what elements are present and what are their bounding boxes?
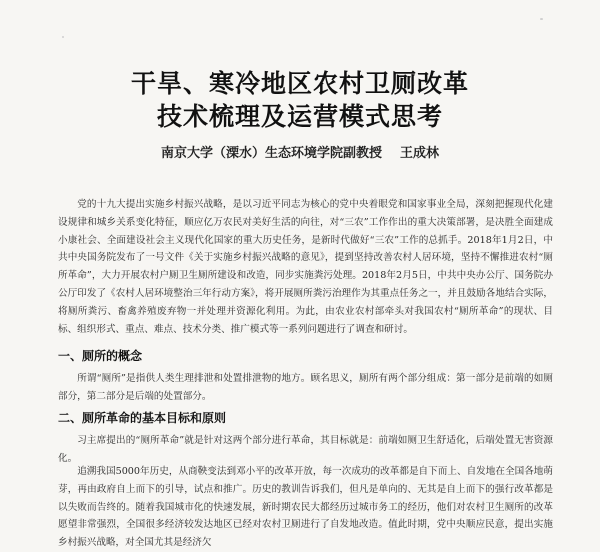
- paragraph-history: 追溯我国5000年历史，从商鞅变法到邓小平的改革开放，每一次成功的改革都是自下而上、自发地在全国各地萌芽，再由政府自上而下的引导，试点和推广。历史的教训告诉我们，但凡是单向的、无其是自上而下的强行改革都是以失败而告终的。随着我国城市化的快速发展，新时期农民大都经历过城市务工的经历，他们对农村卫生厕所的改革愿望非常强烈，全国很多经济较发达地区已经对农村卫厕进行了自发地改造。值此时期，党中央顺应民意，提出实施乡村振兴战略，对全国尤其是经济欠: [58, 466, 553, 549]
- paragraph-intro: 党的十九大提出实施乡村振兴战略，是以习近平同志为核心的党中央着眼党和国家事业全局，深刻把握现代化建设规律和城乡关系变化特征，顺应亿万农民对美好生活的向往，对“三农”工作作出的重大决策部署，是决胜全面建成小康社会、全面建设社会主义现代化国家的重大历史任务，是新时代做好“三农”工作的总抓手。2018年1月2日，中共中央国务院发布了一号文件《关于实施乡村振兴战略的意见》，提到坚持改善农村人居环境，坚持不懈推进农村“厕所革命”，大力开展农村户厕卫生厕所建设和改造，同步实施粪污处理。2018年2月5日，中共中央办公厅、国务院办公厅印发了《农村人居环境整治三年行动方案》，将开展厕所粪污治理作为其重点任务之一，并且鼓励各地结合实际，将厕所粪污、畜禽养殖废弃物一并处理并资源化利用。为此，由农业农村部牵头对我国农村“厕所革命”的现状、目标、组织形式、重点、难点、技术分类、推广模式等一系列问题进行了调查和研讨。: [58, 199, 553, 335]
- scan-speck: [540, 18, 543, 20]
- section-heading-revolution-goals: 二、厕所革命的基本目标和原则: [58, 411, 227, 425]
- author-affiliation: 南京大学（溧水）生态环境学院副教授: [160, 146, 382, 161]
- scan-speck: [62, 36, 64, 38]
- article-title-line-1: 干旱、寒冷地区农村卫厕改革: [130, 69, 469, 98]
- author-name: 王成林: [400, 146, 440, 161]
- section-heading-toilet-concept: 一、厕所的概念: [58, 349, 143, 363]
- paragraph-toilet-concept: 所谓“厕所”是指供人类生理排泄和处置排泄物的地方。顾名思义，厕所有两个部分组成：第一部分是前端的如厕部分，第二部分是后端的处置部分。: [58, 373, 553, 402]
- article-title-line-2: 技术梳理及运营模式思考: [156, 102, 443, 131]
- paragraph-revolution-goals: 习主席提出的“厕所革命”就是针对这两个部分进行革命，其目标就是：前端如厕卫生舒适化，后端处置无害资源化。: [58, 435, 553, 464]
- author-line: [0, 142, 600, 161]
